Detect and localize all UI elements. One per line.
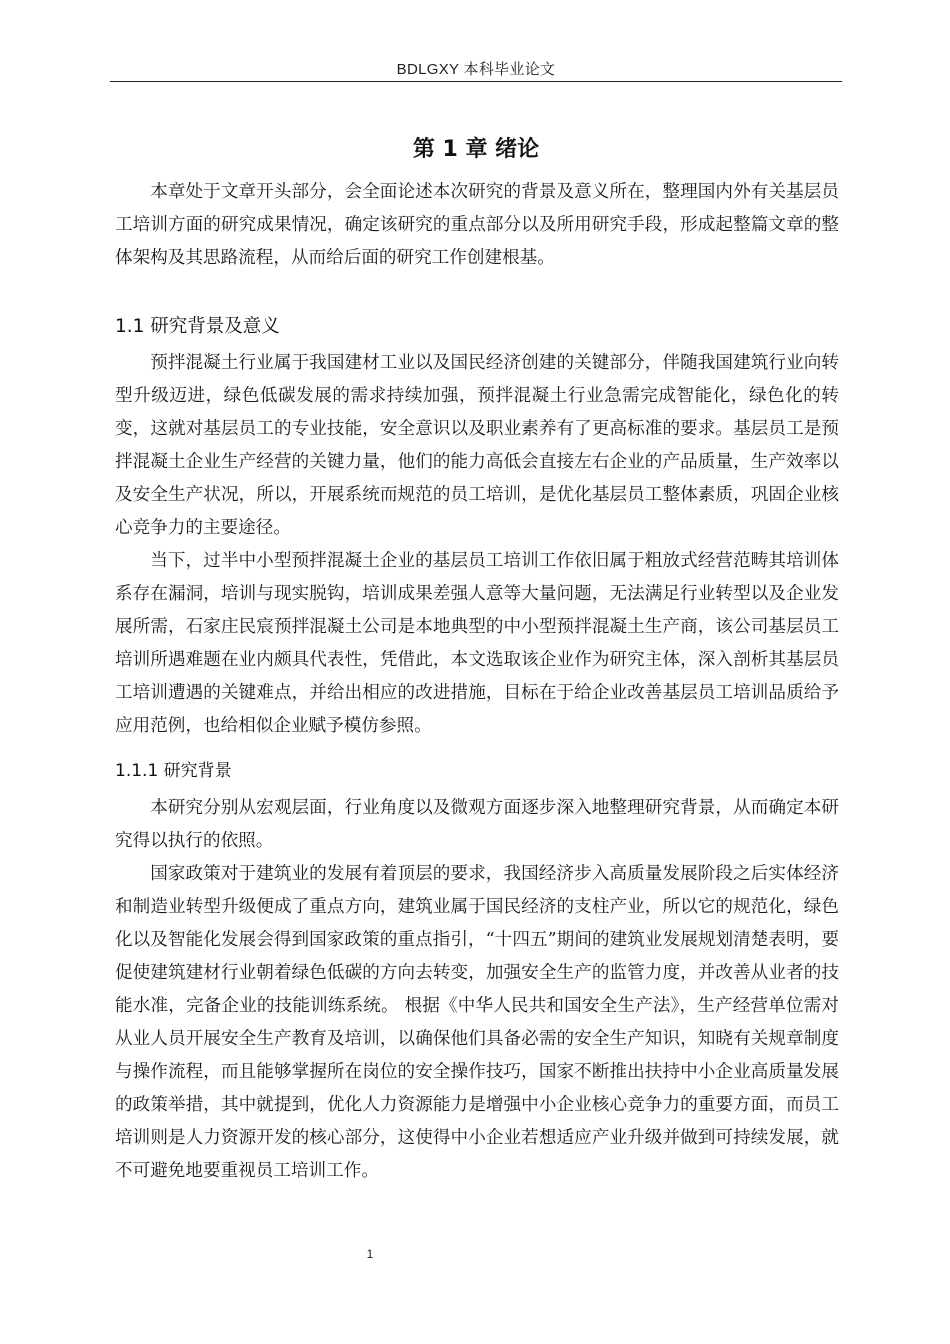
chapter-intro-paragraph: 本章处于文章开头部分，会全面论述本次研究的背景及意义所在，整理国内外有关基层员工培训方面的研究成果情况，确定该研究的重点部分以及所用研究手段，形成起整篇文章的整体架构及其思路流程，从而给后面的研究工作创建根基。 xyxy=(115,182,839,268)
section-1-1-body xyxy=(115,347,839,743)
header-divider xyxy=(110,81,842,82)
section-title-1-1: 1.1 研究背景及意义 xyxy=(115,316,280,337)
subsection-title-1-1-1: 1.1.1 研究背景 xyxy=(115,761,232,781)
body-paragraph: 预拌混凝土行业属于我国建材工业以及国民经济创建的关键部分，伴随我国建筑行业向转型升级迈进，绿色低碳发展的需求持续加强，预拌混凝土行业急需完成智能化，绿色化的转变，这就对基层员工的专业技能，安全意识以及职业素养有了更高标准的要求。基层员工是预拌混凝土企业生产经营的关键力量，他们的能力高低会直接左右企业的产品质量，生产效率以及安全生产状况，所以，开展系统而规范的员工培训，是优化基层员工整体素质，巩固企业核心竞争力的主要途径。 xyxy=(115,353,839,538)
body-paragraph: 国家政策对于建筑业的发展有着顶层的要求，我国经济步入高质量发展阶段之后实体经济和制造业转型升级便成了重点方向，建筑业属于国民经济的支柱产业，所以它的规范化，绿色化以及智能化发展会得到国家政策的重点指引，“十四五”期间的建筑业发展规划清楚表明，要促使建筑建材行业朝着绿色低碳的方向去转变，加强安全生产的监管力度，并改善从业者的技能水准，完备企业的技能训练系统。 根据《中华人民共和国安全生产法》，生产经营单位需对从业人员开展安全生产教育及培训，以确保他们具备必需的安全生产知识，知晓有关规章制度与操作流程，而且能够掌握所在岗位的安全操作技巧，国家不断推出扶持中小企业高质量发展的政策举措，其中就提到，优化人力资源能力是增强中小企业核心竞争力的重要方面，而员工培训则是人力资源开发的核心部分，这使得中小企业若想适应产业升级并做到可持续发展，就不可避免地要重视员工培训工作。 xyxy=(115,864,839,1181)
page-header: BDLGXY 本科毕业论文 xyxy=(396,61,556,78)
section-1-1-1-body xyxy=(115,792,839,1188)
body-paragraph: 本研究分别从宏观层面，行业角度以及微观方面逐步深入地整理研究背景，从而确定本研究得以执行的依照。 xyxy=(115,798,839,851)
body-paragraph: 当下，过半中小型预拌混凝土企业的基层员工培训工作依旧属于粗放式经营范畴其培训体系存在漏洞，培训与现实脱钩，培训成果差强人意等大量问题，无法满足行业转型以及企业发展所需，石家庄民宸预拌混凝土公司是本地典型的中小型预拌混凝土生产商，该公司基层员工培训所遇难题在业内颇具代表性，凭借此，本文选取该企业作为研究主体，深入剖析其基层员工培训遭遇的关键难点，并给出相应的改进措施，目标在于给企业改善基层员工培训品质给予应用范例，也给相似企业赋予模仿参照。 xyxy=(115,551,839,736)
chapter-intro xyxy=(115,176,839,275)
chapter-title: 第 1 章 绪论 xyxy=(412,137,540,162)
page-number: 1 xyxy=(366,1247,374,1261)
